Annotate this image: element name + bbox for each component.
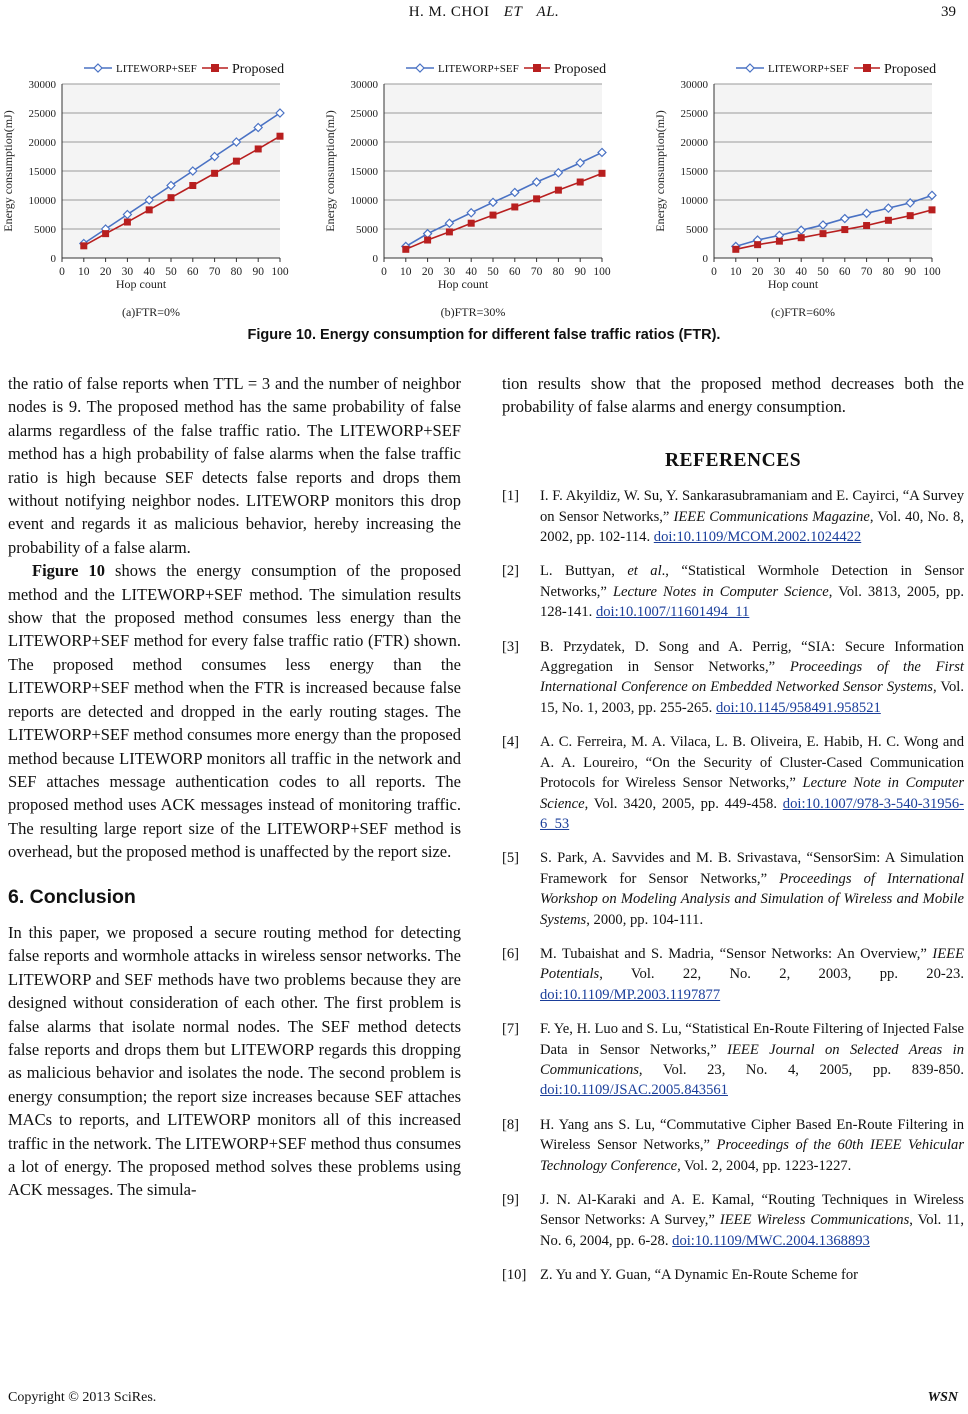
reference-venue: IEEE Journal on Selected Areas in Communications (540, 1041, 964, 1078)
reference-doi-link[interactable]: doi:10.1109/JSAC.2005.843561 (540, 1082, 728, 1099)
reference-etal: et al (627, 563, 662, 580)
y-tick-label: 15000 (680, 166, 708, 178)
paragraph-energy (8, 559, 461, 863)
data-point (124, 219, 131, 226)
reference-venue: Proceedings of the First International Conference on Embedded Networked Sensor Systems (540, 659, 964, 696)
y-tick-label: 30000 (28, 79, 56, 91)
x-tick-label: 0 (59, 266, 65, 278)
data-point (820, 230, 827, 237)
y-tick-label: 10000 (680, 195, 708, 207)
reference-text (540, 1190, 964, 1251)
x-tick-label: 0 (381, 266, 387, 278)
legend-entry: Proposed (232, 62, 285, 77)
reference-item (502, 944, 964, 1005)
page-footer (0, 1390, 968, 1410)
x-tick-label: 0 (711, 266, 717, 278)
y-tick-label: 5000 (356, 224, 378, 236)
figure-caption: Figure 10. Energy consumption for different false traffic ratios (FTR). (247, 327, 721, 343)
y-tick-label: 20000 (680, 137, 708, 149)
data-point (233, 158, 240, 165)
figure-reference[interactable]: Figure 10 (32, 561, 105, 581)
paragraph-conclusion-cont: tion results show that the proposed method decreases both the probability of false alarms and energy consumption. (502, 374, 964, 417)
paragraph-energy-text: shows the energy consumption of the proposed method and the LITEWORP+SEF method. The simulation results show that the proposed method consumes less energy than the LITEWORP+SEF method for every false traffic ratio (FTR) shown. The proposed method consumes less energy than the LITEWORP+SEF method when the FTR is increased because false reports are detected and dropped in the early routing stages. The LITEWORP+SEF method consumes more energy than the proposed method because LITEWORP monitors all traffic in the network and SEF attaches message authentication codes to all reports. The proposed method uses ACK messages instead of monitoring traffic. The resulting large report size of the LITEWORP+SEF method is overhead, but the proposed method is unaffected by the report size. (8, 561, 461, 862)
x-tick-label: 60 (509, 266, 521, 278)
y-axis-label: Energy consumption(mJ) (323, 110, 337, 232)
legend-entry: LITEWORP+SEF (768, 63, 849, 75)
data-point (863, 222, 870, 229)
reference-item (502, 1115, 964, 1176)
data-point (80, 242, 87, 249)
reference-number: [4] (502, 734, 520, 751)
x-tick-label: 50 (165, 266, 177, 278)
reference-item (502, 1190, 964, 1251)
reference-list (502, 486, 964, 1285)
x-tick-label: 10 (730, 266, 742, 278)
data-point (102, 230, 109, 237)
references-title: REFERENCES (664, 449, 802, 471)
section-title-conclusion: 6. Conclusion (8, 885, 136, 908)
x-tick-label: 100 (271, 266, 289, 278)
reference-number: [1] (502, 488, 520, 505)
y-tick-label: 25000 (350, 108, 378, 120)
y-tick-label: 25000 (28, 108, 56, 120)
reference-text (540, 944, 964, 1005)
data-point (798, 234, 805, 241)
square-marker-icon (533, 64, 541, 72)
y-tick-label: 5000 (34, 224, 56, 236)
reference-details: , Vol. 22, No. 2, 2003, pp. 20-23. (599, 966, 964, 983)
running-header (0, 4, 968, 24)
journal-abbrev: WSN (927, 1390, 958, 1405)
x-tick-label: 100 (593, 266, 611, 278)
x-tick-label: 20 (99, 266, 112, 278)
reference-venue: Proceedings of International Workshop on Modeling Analysis and Simulation of Wireless and Mobile Systems (540, 870, 964, 928)
y-axis-label: Energy consumption(mJ) (653, 110, 667, 232)
data-point (211, 170, 218, 177)
reference-venue: IEEE Communications Magazine (673, 508, 870, 525)
y-tick-label: 0 (372, 253, 378, 265)
x-tick-label: 40 (143, 266, 155, 278)
reference-text (540, 848, 964, 930)
paragraph-conclusion: In this paper, we proposed a secure routing method for detecting false reports and wormhole attacks in wireless sensor networks. The LITEWORP and SEF methods have two problems because they are designed without consideration of each other. The first problem is false alarms that isolate normal nodes. The SEF method detects false reports and drops them but LITEWORP regards this dropping as malicious behavior and isolates the node. The second problem is energy consumption; the report size increases because SEF attaches MACs to reports, and LITEWORP monitors all of this increased traffic in the network. The LITEWORP+SEF method thus consumes a lot of energy. The proposed method solves these problems using ACK messages. The simula- (8, 922, 461, 1200)
x-tick-label: 90 (904, 266, 916, 278)
x-tick-label: 100 (923, 266, 941, 278)
reference-number: [3] (502, 638, 520, 655)
data-point (885, 217, 892, 224)
reference-authors-title: H. Yang ans S. Lu, “Commutative Cipher Based En-Route Filtering in Wireless Sensor Networks,” (540, 1116, 964, 1154)
sub-caption: (a)FTR=0% (121, 305, 181, 319)
reference-details: , Vol. 40, No. 8, 2002, pp. 102-114. (540, 508, 964, 546)
data-point (402, 246, 409, 253)
reference-item (502, 732, 964, 834)
running-head (0, 4, 968, 21)
reference-item (502, 1265, 964, 1285)
data-point (533, 195, 540, 202)
y-tick-label: 30000 (680, 79, 708, 91)
reference-title: ., “Statistical Wormhole Detection in Sensor Networks,” (540, 563, 964, 600)
data-point (599, 170, 606, 177)
reference-number: [7] (502, 1021, 520, 1038)
data-point (146, 206, 153, 213)
reference-number: [6] (502, 945, 520, 962)
data-point (841, 226, 848, 233)
reference-authors-title: L. Buttyan, (540, 563, 628, 580)
legend-entry: LITEWORP+SEF (116, 63, 197, 75)
right-column (502, 372, 964, 1300)
reference-details: , 2000, pp. 104-111. (586, 911, 704, 928)
reference-number: [10] (502, 1267, 527, 1284)
y-tick-label: 5000 (686, 224, 708, 236)
legend-entry: Proposed (554, 62, 607, 77)
reference-authors-title: I. F. Akyildiz, W. Su, Y. Sankarasubramaniam and E. Cayirci, “A Survey on Sensor Networks,” (540, 488, 964, 525)
y-tick-label: 15000 (350, 166, 378, 178)
reference-details: , Vol. 3813, 2005, pp. 128-141. (540, 583, 964, 621)
y-tick-label: 20000 (28, 137, 56, 149)
reference-authors-title: J. N. Al-Karaki and A. E. Kamal, “Routing Techniques in Wireless Sensor Networks: A Survey,” (540, 1192, 964, 1229)
reference-text (540, 561, 964, 622)
reference-authors-title: M. Tubaishat and S. Madria, “Sensor Networks: An Overview,” (540, 945, 933, 962)
x-tick-label: 50 (487, 266, 499, 278)
y-tick-label: 0 (702, 253, 708, 265)
square-marker-icon (211, 64, 219, 72)
x-axis-label: Hop count (115, 277, 167, 291)
x-tick-label: 10 (400, 266, 412, 278)
diamond-marker-icon (94, 64, 102, 72)
reference-venue: Lecture Notes in Computer Science (612, 583, 829, 600)
reference-authors-title: A. C. Ferreira, M. A. Vilaca, L. B. Oliveira, E. Habib, H. C. Wong and A. A. Loureiro, “On the Security of Cluster-Cased Communication Protocols for Wireless Sensor Networks,” (540, 734, 964, 792)
legend-entry: LITEWORP+SEF (438, 63, 519, 75)
reference-number: [5] (502, 850, 520, 867)
reference-doi-link[interactable]: doi:10.1109/MWC.2004.1368893 (672, 1232, 870, 1249)
reference-number: [8] (502, 1116, 520, 1133)
reference-doi-link[interactable]: doi:10.1109/MP.2003.1197877 (540, 986, 721, 1003)
chart-panel-c (652, 56, 962, 320)
reference-venue: IEEE Wireless Communications (719, 1212, 910, 1229)
x-tick-label: 40 (465, 266, 477, 278)
line-chart (0, 56, 310, 320)
reference-doi-link[interactable]: doi:10.1145/958491.958521 (715, 699, 881, 716)
y-tick-label: 0 (50, 253, 56, 265)
x-tick-label: 90 (252, 266, 264, 278)
reference-venue: Proceedings of the 60th IEEE Vehicular Technology Conference (540, 1137, 964, 1174)
reference-item (502, 1019, 964, 1101)
diamond-marker-icon (746, 64, 754, 72)
legend-entry: Proposed (884, 62, 937, 77)
running-head-al: AL. (536, 4, 560, 20)
copyright: Copyright © 2013 SciRes. (8, 1390, 157, 1405)
x-tick-label: 80 (552, 266, 565, 278)
reference-details: , Vol. 23, No. 4, 2005, pp. 839-850. (638, 1061, 964, 1078)
reference-text (540, 732, 964, 834)
x-axis-label: Hop count (767, 277, 819, 291)
line-chart (652, 56, 962, 320)
data-point (468, 220, 475, 227)
paragraph-false-alarm: the ratio of false reports when TTL = 3 and the number of neighbor nodes is 9. The proposed method has the same probability of false alarms regardless of the false traffic ratio. The LITEWORP+SEF method has a high probability of false alarms when the false traffic ratio is high because SEF detects false reports and drops them without notifying neighbor nodes. LITEWORP monitors this drop event and regards it as malicious behavior, hereby increasing the probability of a false alarm. (8, 374, 461, 557)
reference-item (502, 561, 964, 622)
data-point (446, 228, 453, 235)
data-point (907, 212, 914, 219)
line-chart (322, 56, 632, 320)
x-tick-label: 70 (530, 266, 543, 278)
reference-doi-link[interactable]: doi:10.1109/MCOM.2002.1024422 (653, 529, 862, 546)
reference-authors-title: B. Przydatek, D. Song and A. Perrig, “SIA: Secure Information Aggregation in Sensor Networks,” (540, 638, 964, 676)
reference-number: [2] (502, 563, 520, 580)
data-point (255, 145, 262, 152)
reference-details: , Vol. 15, No. 1, 2003, pp. 255-265. (540, 679, 964, 716)
reference-doi-link[interactable]: doi:10.1007/11601494_11 (595, 604, 750, 621)
x-tick-label: 20 (421, 266, 434, 278)
data-point (555, 187, 562, 194)
data-point (168, 194, 175, 201)
x-tick-label: 70 (208, 266, 221, 278)
x-tick-label: 60 (839, 266, 851, 278)
sub-caption: (c)FTR=60% (770, 305, 836, 319)
reference-authors-title: F. Ye, H. Luo and S. Lu, “Statistical En-Route Filtering of Injected False Data in Sensor Networks,” (540, 1021, 964, 1058)
data-point (490, 212, 497, 219)
reference-details: , Vol. 2, 2004, pp. 1223-1227. (677, 1157, 852, 1174)
y-axis-label: Energy consumption(mJ) (1, 110, 15, 232)
reference-authors-title: S. Park, A. Savvides and M. B. Srivastava, “SensorSim: A Simulation Framework for Sensor Networks,” (540, 850, 964, 887)
reference-details: , Vol. 3420, 2005, pp. 449-458. (584, 795, 783, 812)
x-tick-label: 80 (882, 266, 895, 278)
x-tick-label: 40 (795, 266, 807, 278)
y-tick-label: 10000 (28, 195, 56, 207)
x-tick-label: 50 (817, 266, 829, 278)
reference-text (540, 1019, 964, 1101)
x-axis-label: Hop count (437, 277, 489, 291)
data-point (732, 246, 739, 253)
diamond-marker-icon (416, 64, 424, 72)
chart-panel-b (322, 56, 632, 320)
reference-text (540, 1115, 964, 1176)
data-point (189, 182, 196, 189)
sub-caption: (b)FTR=30% (440, 305, 506, 319)
page-number: 39 (941, 4, 956, 20)
y-tick-label: 20000 (350, 137, 378, 149)
data-point (754, 241, 761, 248)
x-tick-label: 30 (773, 266, 786, 278)
x-tick-label: 20 (751, 266, 764, 278)
x-tick-label: 30 (121, 266, 134, 278)
y-tick-label: 15000 (28, 166, 56, 178)
y-tick-label: 25000 (680, 108, 708, 120)
reference-venue: Lecture Note in Computer Science (540, 775, 964, 812)
reference-text (540, 637, 964, 719)
reference-authors-title: Z. Yu and Y. Guan, “A Dynamic En-Route Scheme for (540, 1267, 859, 1284)
data-point (277, 133, 284, 140)
x-tick-label: 30 (443, 266, 456, 278)
data-point (929, 206, 936, 213)
data-point (577, 179, 584, 186)
x-tick-label: 60 (187, 266, 199, 278)
reference-number: [9] (502, 1192, 520, 1208)
x-tick-label: 70 (860, 266, 873, 278)
data-point (776, 238, 783, 245)
y-tick-label: 10000 (350, 195, 378, 207)
figure-10 (0, 56, 968, 320)
reference-doi-link[interactable]: doi:10.1007/978-3-540-31956-6_53 (540, 795, 964, 832)
reference-text (540, 1265, 964, 1285)
reference-text (540, 486, 964, 547)
x-tick-label: 10 (78, 266, 90, 278)
square-marker-icon (863, 64, 871, 72)
data-point (511, 203, 518, 210)
running-head-authors: H. M. CHOI (408, 4, 490, 20)
reference-item (502, 848, 964, 930)
reference-venue: IEEE Potentials (540, 945, 964, 983)
y-tick-label: 30000 (350, 79, 378, 91)
data-point (424, 237, 431, 244)
x-tick-label: 80 (230, 266, 243, 278)
running-head-et: ET (503, 4, 523, 20)
reference-details: , Vol. 11, No. 6, 2004, pp. 6-28. (540, 1212, 964, 1249)
x-tick-label: 90 (574, 266, 586, 278)
left-column (8, 372, 461, 1202)
reference-item (502, 637, 964, 719)
chart-panel-a (0, 56, 310, 320)
reference-item (502, 486, 964, 547)
